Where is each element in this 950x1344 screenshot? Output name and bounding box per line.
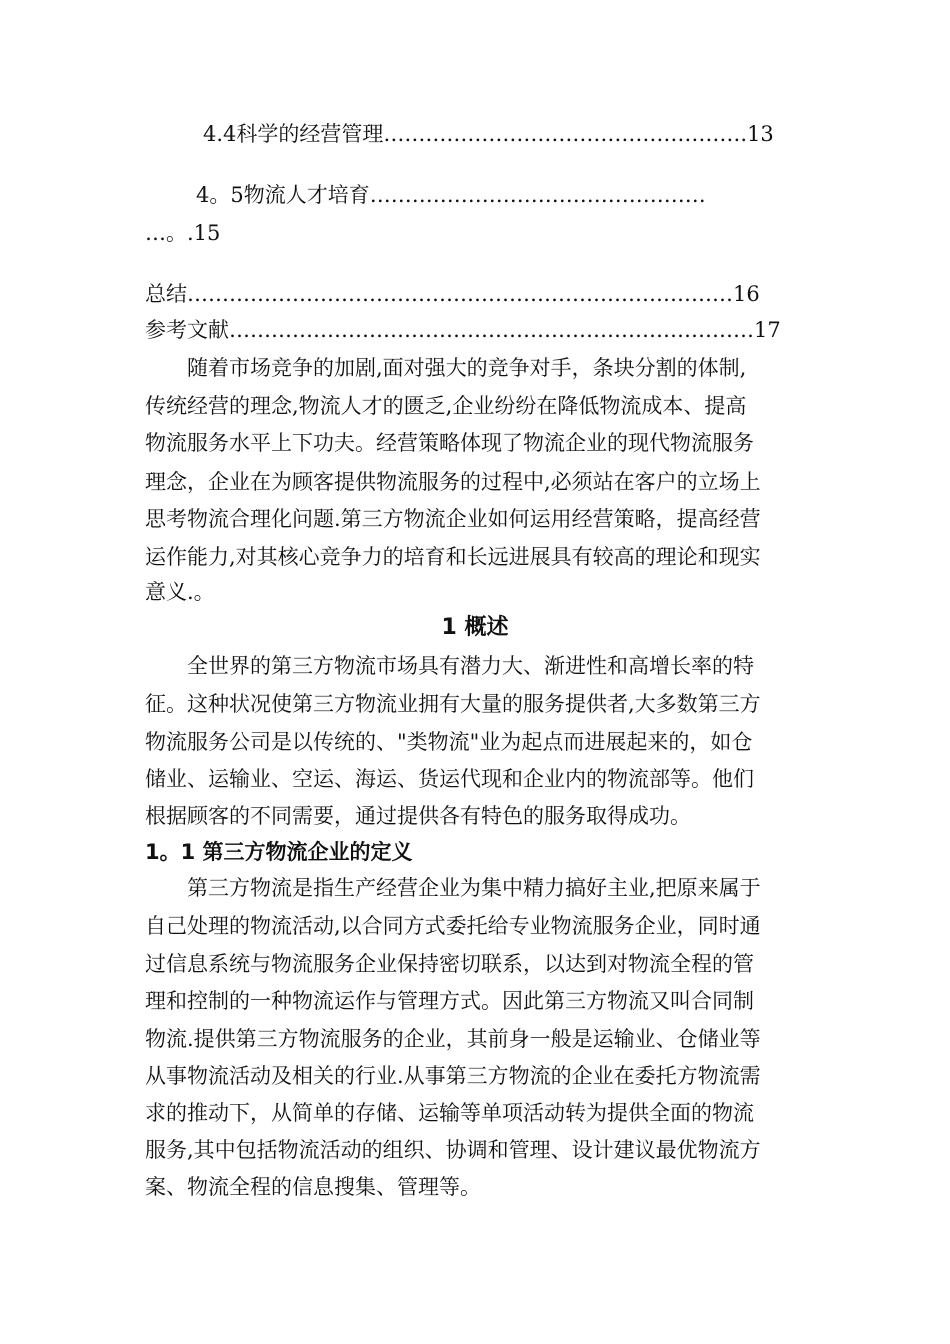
paragraph-line: 运作能力,对其核心竞争力的培育和长远进展具有较高的理论和现实 [145, 545, 761, 569]
paragraph-line: 物流服务水平上下功夫。经营策略体现了物流企业的现代物流服务 [145, 431, 754, 455]
paragraph-line: 从事物流活动及相关的行业.从事第三方物流的企业在委托方物流需 [145, 1064, 761, 1088]
paragraph-line: 储业、运输业、空运、海运、货运代现和企业内的物流部等。他们 [145, 767, 754, 791]
paragraph-line: 传统经营的理念,物流人才的匮乏,企业纷纷在降低物流成本、提高 [145, 394, 747, 418]
toc-item-4-5-line1: 4。5物流人才培育………………………………………… [196, 183, 706, 207]
paragraph-line: 自己处理的物流活动,以合同方式委托给专业物流服务企业，同时通 [145, 914, 761, 938]
paragraph-line: 全世界的第三方物流市场具有潜力大、渐进性和高增长率的特 [187, 654, 754, 678]
paragraph-line: 物流服务公司是以传统的、"类物流"业为起点而进展起来的，如仓 [145, 730, 753, 754]
toc-item-summary: 总结……………………………………………………………………16 [145, 282, 760, 306]
paragraph-line: 理和控制的一种物流运作与管理方式。因此第三方物流又叫合同制 [145, 989, 754, 1013]
section-1-heading: 1 概述 [441, 615, 509, 640]
paragraph-line: 物流.提供第三方物流服务的企业，其前身一般是运输业、仓储业等 [145, 1027, 761, 1051]
paragraph-line: 求的推动下，从简单的存储、运输等单项活动转为提供全面的物流 [145, 1101, 754, 1125]
paragraph-line: 过信息系统与物流服务企业保持密切联系，以达到对物流全程的管 [145, 952, 754, 976]
section-1-1-heading: 1。1 第三方物流企业的定义 [145, 840, 413, 864]
paragraph-line: 第三方物流是指生产经营企业为集中精力搞好主业,把原来属于 [187, 876, 761, 900]
paragraph-line: 征。这种状况使第三方物流业拥有大量的服务提供者,大多数第三方 [145, 692, 761, 716]
paragraph-line: 随着市场竞争的加剧,面对强大的竞争对手，条块分割的体制, [187, 356, 747, 380]
paragraph-line: 思考物流合理化问题.第三方物流企业如何运用经营策略，提高经营 [145, 507, 761, 531]
toc-item-4-4: 4.4科学的经营管理…………………………………………….13 [203, 122, 774, 146]
paragraph-line: 理念，企业在为顾客提供物流服务的过程中,必须站在客户的立场上 [145, 470, 761, 494]
toc-item-4-5-line2: …。.15 [145, 221, 221, 245]
paragraph-line: 服务,其中包括物流活动的组织、协调和管理、设计建议最优物流方 [145, 1138, 761, 1162]
toc-item-references: 参考文献…………………………………………………………………17 [145, 318, 781, 342]
paragraph-line: 案、物流全程的信息搜集、管理等。 [145, 1175, 481, 1199]
paragraph-line: 意义.。 [145, 580, 215, 604]
paragraph-line: 根据顾客的不同需要，通过提供各有特色的服务取得成功。 [145, 804, 691, 828]
